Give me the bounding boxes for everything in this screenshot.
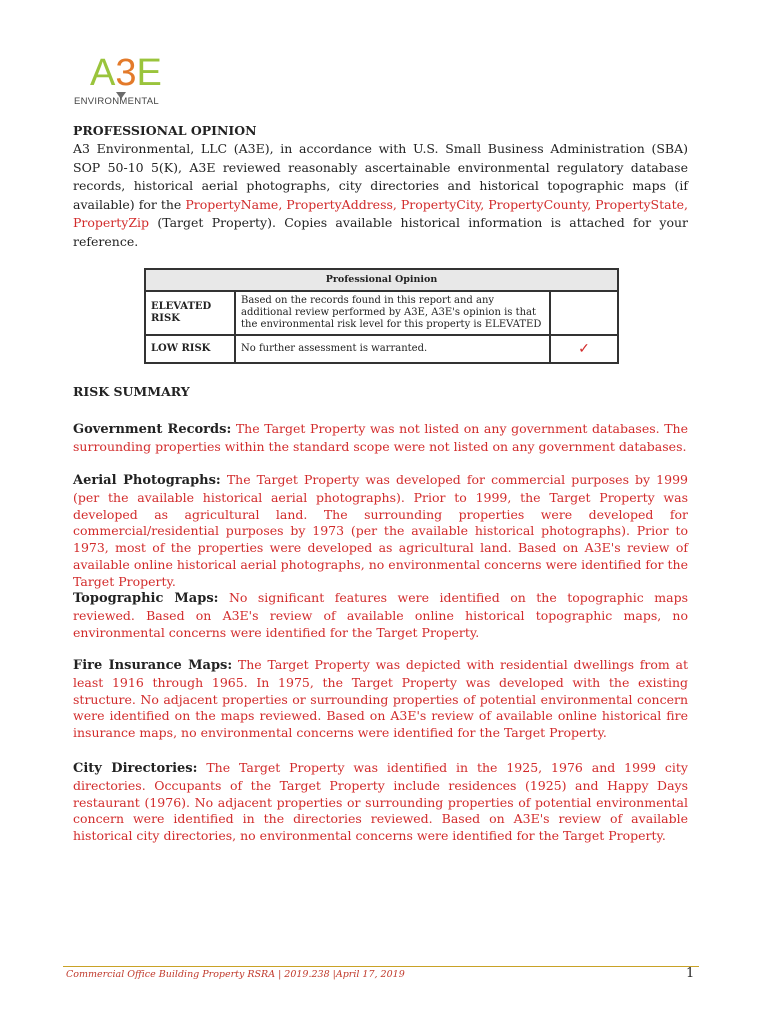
footer-rule bbox=[63, 966, 699, 967]
page-number: 1 bbox=[686, 966, 695, 981]
section-label: Fire Insurance Maps: bbox=[73, 658, 233, 673]
section-text: The Target Property was depicted with residential dwellings from at least 1916 through 1965. In 1975, the Target Property was developed with the existing structure. No adjacent properties or surrounding properties of potential environmental concern were identified on the maps reviewed. Based on A3E's review of available online historical fire insurance maps, no environmental concerns were identified for the Target Property. bbox=[73, 657, 689, 741]
logo-wordmark: ENVIRONMENTAL bbox=[74, 96, 160, 107]
section-label: Topographic Maps: bbox=[73, 591, 219, 606]
aerial-photographs-section bbox=[73, 472, 688, 591]
logo-letter-e: E bbox=[136, 52, 162, 94]
section-text: The Target Property was not listed on any government databases. The surrounding properties within the standard scope were not listed on any government databases. bbox=[73, 421, 688, 454]
opinion-paragraph bbox=[73, 140, 688, 251]
section-heading: PROFESSIONAL OPINION bbox=[73, 123, 257, 138]
section-label: Government Records: bbox=[73, 422, 232, 437]
section-label: City Directories: bbox=[73, 761, 198, 776]
company-logo bbox=[74, 52, 164, 108]
opinion-table bbox=[144, 268, 619, 364]
footer-text: Commercial Office Building Property RSRA | 2019.238 |April 17, 2019 bbox=[66, 969, 405, 980]
opinion-intro: A3 Environmental, LLC (A3E), in accordance with U.S. Small Business Administration (SBA) SOP 50-10 5(K), A3E reviewed reasonably ascertainable environmental regulatory database records, historical aerial photographs, city directories and historical topographic maps (if available) for the bbox=[73, 141, 688, 212]
risk-summary-heading: RISK SUMMARY bbox=[73, 384, 190, 399]
logo-letter-a: A bbox=[90, 52, 116, 94]
risk-text: No further assessment is warranted. bbox=[235, 335, 550, 363]
table-row bbox=[145, 291, 618, 335]
opinion-outro: (Target Property). Copies available historical information is attached for your reference. bbox=[73, 215, 689, 249]
risk-level: LOW RISK bbox=[145, 335, 235, 363]
risk-summary-heading-wrap bbox=[73, 383, 688, 401]
logo-mark bbox=[90, 52, 162, 92]
checkmark-icon: ✓ bbox=[550, 335, 618, 363]
risk-level: ELEVATED RISK bbox=[145, 291, 235, 335]
section-label: Aerial Photographs: bbox=[73, 473, 221, 488]
professional-opinion-section bbox=[73, 122, 688, 251]
logo-digit-3: 3 bbox=[115, 52, 137, 94]
property-fields: PropertyName, PropertyAddress, PropertyCity, PropertyCounty, PropertyState, PropertyZip bbox=[73, 196, 688, 230]
risk-text: Based on the records found in this report and any additional review performed by A3E, A3E's opinion is that the environmental risk level for this property is ELEVATED bbox=[235, 291, 550, 335]
risk-check bbox=[550, 291, 618, 335]
fire-insurance-maps-section bbox=[73, 657, 688, 742]
section-text: No significant features were identified on the topographic maps reviewed. Based on A3E's review of available online historical topographic maps, no environmental concerns were identified for the Target Property. bbox=[73, 590, 688, 640]
government-records-section bbox=[73, 421, 688, 456]
table-row bbox=[145, 335, 618, 363]
table-title: Professional Opinion bbox=[145, 269, 618, 291]
city-directories-section bbox=[73, 760, 688, 845]
section-text: The Target Property was identified in the 1925, 1976 and 1999 city directories. Occupants of the Target Property include residences (1925) and Happy Days restaurant (1976). No adjacent properties or surrounding properties of potential environmental concern were identified in the directories reviewed. Based on A3E's review of available historical city directories, no environmental concerns were identified for the Target Property. bbox=[73, 760, 688, 844]
topographic-maps-section bbox=[73, 590, 688, 641]
section-text: The Target Property was developed for commercial purposes by 1999 (per the available historical aerial photographs). Prior to 1999, the Target Property was developed as agricultural land. The surrounding properties were developed for commercial/residential purposes by 1973 (per the available historical photographs). Prior to 1973, most of the properties were developed as agricultural land. Based on A3E's review of available online historical aerial photographs, no environmental concerns were identified for the Target Property. bbox=[73, 472, 688, 589]
